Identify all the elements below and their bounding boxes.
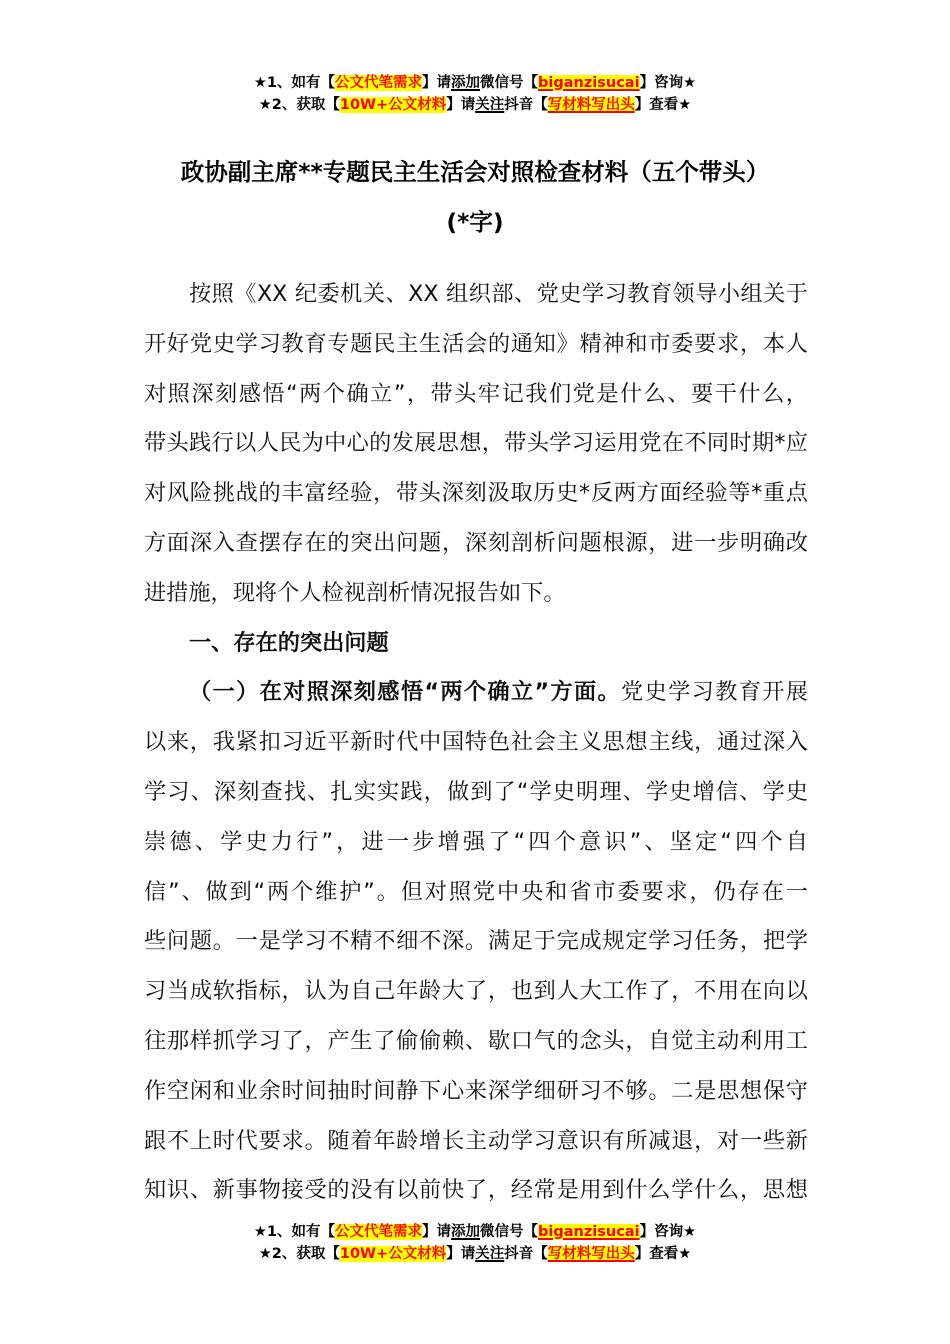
paragraph-line: 习当成软指标，认为自己年龄大了，也到人大工作了，不用在向以 xyxy=(144,978,808,1005)
subsection-heading: （一）在对照深刻感悟“两个确立”方面。 xyxy=(189,679,622,706)
paragraph-line: 方面深入查摆存在的突出问题，深刻剖析问题根源，进一步明确改 xyxy=(144,529,808,556)
promo-text: 】请 xyxy=(446,97,476,113)
promo-douyin-id: 写材料写出头 xyxy=(547,1246,635,1262)
promo-text: 】请 xyxy=(446,1246,476,1262)
paragraph-line: 对照深刻感悟“两个确立”，带头牢记我们党是什么、要干什么， xyxy=(144,380,808,407)
promo-text: 抖音【 xyxy=(504,97,548,113)
paragraph-line: 对风险挑战的丰富经验，带头深刻汲取历史*反两方面经验等*重点 xyxy=(144,480,808,507)
promo-line-2 xyxy=(0,1243,950,1265)
paragraph-line: 些问题。一是学习不精不细不深。满足于完成规定学习任务，把学 xyxy=(144,928,808,955)
promo-text: 微信号【 xyxy=(480,75,539,91)
promo-text: 】查看★ xyxy=(634,97,692,113)
promo-text: 】查看★ xyxy=(634,1246,692,1262)
promo-text: ★1、如有【 xyxy=(253,75,336,91)
paragraph-line: 进措施，现将个人检视剖析情况报告如下。 xyxy=(144,579,566,606)
promo-text: 】咨询★ xyxy=(639,75,697,91)
promo-text: 】请 xyxy=(422,75,452,91)
promo-underlined: 添加 xyxy=(451,75,481,91)
document-body xyxy=(144,270,808,1216)
promo-wechat-id: biganzisucai xyxy=(538,1224,640,1240)
promo-douyin-id: 写材料写出头 xyxy=(547,97,635,113)
paragraph-line: 崇德、学史力行”，进一步增强了“四个意识”、坚定“四个自 xyxy=(144,828,808,855)
promo-text: ★2、获取【 xyxy=(258,97,340,113)
promo-line-1 xyxy=(0,72,950,94)
promo-text: 】咨询★ xyxy=(639,1224,697,1240)
promo-text: 抖音【 xyxy=(504,1246,548,1262)
promo-underlined: 关注 xyxy=(475,1246,505,1262)
document-subtitle: (*字) xyxy=(446,208,504,236)
paragraph-line: 信”、做到“两个维护”。但对照党中央和省市委要求，仍存在一 xyxy=(144,878,808,905)
paragraph-line: 知识、新事物接受的没有以前快了，经常是用到什么学什么，思想 xyxy=(144,1177,808,1204)
promo-highlight: 公文代笔需求 xyxy=(335,1224,423,1240)
paragraph-line: 带头践行以人民为中心的发展思想，带头学习运用党在不同时期*应 xyxy=(144,430,808,457)
promo-banner-top xyxy=(0,72,950,116)
paragraph-line: 以来，我紧扣习近平新时代中国特色社会主义思想主线，通过深入 xyxy=(144,729,808,756)
promo-text: ★1、如有【 xyxy=(253,1224,336,1240)
promo-underlined: 添加 xyxy=(451,1224,481,1240)
promo-line-2 xyxy=(0,94,950,116)
promo-highlight: 公文代笔需求 xyxy=(335,75,423,91)
paragraph-line: 往那样抓学习了，产生了偷偷赖、歇口气的念头，自觉主动利用工 xyxy=(144,1027,808,1054)
promo-banner-bottom xyxy=(0,1221,950,1265)
promo-text: 】请 xyxy=(422,1224,452,1240)
promo-underlined: 关注 xyxy=(475,97,505,113)
paragraph-line: 跟不上时代要求。随着年龄增长主动学习意识有所减退，对一些新 xyxy=(144,1127,808,1154)
promo-highlight: 10W+公文材料 xyxy=(339,97,447,113)
promo-text: 微信号【 xyxy=(480,1224,539,1240)
paragraph-line: 开好党史学习教育专题民主生活会的通知》精神和市委要求，本人 xyxy=(144,330,808,357)
subsection-text: 党史学习教育开展 xyxy=(621,679,808,706)
paragraph-line: 学习、深刻查找、扎实实践，做到了“学史明理、学史增信、学史 xyxy=(144,778,808,805)
section-heading: 一、存在的突出问题 xyxy=(189,629,389,656)
promo-wechat-id: biganzisucai xyxy=(538,75,640,91)
promo-line-1 xyxy=(0,1221,950,1243)
paragraph-line: 作空闲和业余时间抽时间静下心来深学细研习不够。二是思想保守 xyxy=(144,1077,808,1104)
paragraph-line: 按照《XX 纪委机关、XX 组织部、党史学习教育领导小组关于 xyxy=(189,281,808,307)
promo-highlight: 10W+公文材料 xyxy=(339,1246,447,1262)
promo-text: ★2、获取【 xyxy=(258,1246,340,1262)
document-title: 政协副主席**专题民主生活会对照检查材料（五个带头） xyxy=(180,158,770,186)
subsection-line xyxy=(144,668,808,718)
